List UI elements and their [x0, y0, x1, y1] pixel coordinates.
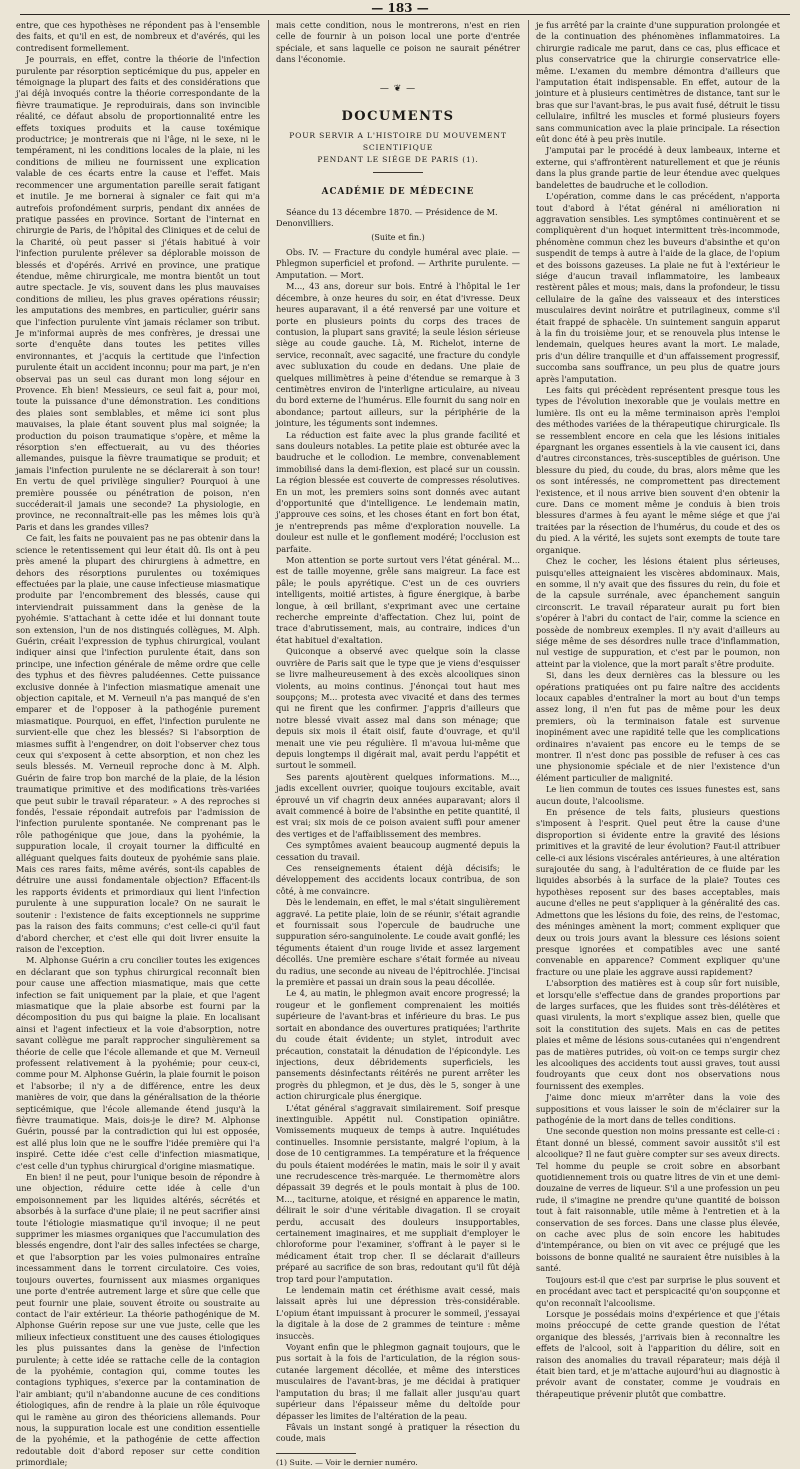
paragraph: Une seconde question non moins pressante est celle-ci : Étant donné un blessé, comment savoir aussitôt s'il est alcoolique? Il ne faut guère compter sur ses aveux directs. Tel homme du peuple se croit sobre en absorbant quotidiennement trois ou quatre litres de vin et une demi-douzaine de verres de liqueur. S'il a une profession un peu rude, il s'imagine ne prendre qu'une quantité de boisson tout à fait raisonnable, utile même à l'entretien et à la conservation de ses forces. Dans une classe plus élevée, on cache avec plus de soin encore les habitudes d'intempérance, ou bien on vit avec ce préjugé que les boissons de bonne qualité ne sauraient être nuisibles à la santé.	[536, 1126, 780, 1274]
paragraph: La réduction est faite avec la plus grande facilité et sans douleurs notables. La petite plaie est obturée avec la baudruche et le collodion. Le membre, convenablement immobilisé dans la demi-flexion, est placé sur un coussin. La région blessée est couverte de compresses résolutives. En un mot, les premiers soins sont donnés avec autant d'opportunité que d'intelligence. Le lendemain matin, j'approuve ces soins, et les choses étant en fort bon état, je n'entreprends pas même d'exploration nouvelle. La douleur est nulle et le gonflement modéré; l'occlusion est parfaite.	[276, 429, 520, 554]
paragraph: M..., 43 ans, doreur sur bois. Entré à l'hôpital le 1er décembre, à onze heures du soir, en état d'ivresse. Deux heures auparavant, il a été renversé par une voiture et porte en plusieurs points du corps des traces de contusion, la plupart sans gravité; la seule lésion sérieuse siège au coude gauche. Là, M. Richelot, interne de service, reconnaît, avec sagacité, une fracture du condyle avec subluxation du coude en dedans. Une plaie de quelques millimètres à peine d'étendue se remarque à 3 centimètres environ de l'interligne articulaire, au niveau du bord externe de l'humérus. Elle fournit du sang noir en abondance; partout ailleurs, sur la périphérie de la jointure, les téguments sont indemnes.	[276, 281, 520, 429]
section-ornament: — ❦ —	[379, 83, 417, 94]
paragraph: Les faits qui précèdent représentent presque tous les types de l'évolution inexorable que je voulais mettre en lumière. Ils ont eu la même terminaison après l'emploi des méthodes variées de la thérapeutique chirurgicale. Ils se ressemblent encore en cela que les lésions initiales épargnant les organes essentiels à la vie causent ici, dans d'autres circonstances, très-susceptibles de guérison. Une blessure du pied, du coude, du bras, alors même que les os sont intéressés, ne compromettent pas directement l'existence, et il nous arrive bien souvent d'en obtenir la cure. Dans ce moment même je conduis à bien trois blessures d'armes à feu ayant le même siége et que j'ai traitées par la résection de l'humérus, du coude et des os du pied. A la vérité, les sujets sont exempts de toute tare organique.	[536, 385, 780, 555]
paragraph: Si, dans les deux dernières cas la blessure ou les opérations pratiquées ont pu faire naître des accidents locaux capables d'entraîner la mort au bout d'un temps assez long, il n'en fut pas de même pour les deux premiers, où la terminaison fatale est survenue inopinément avec une rapidité telle que les complications ordinaires n'avaient pas encore eu le temps de se montrer. Il n'est donc pas possible de refuser à ces cas une physionomie spéciale et de nier l'existence d'un élément particulier de malignité.	[536, 670, 780, 783]
paragraph: Toujours est-il que c'est par surprise le plus souvent et en procédant avec tact et perspicacité qu'on soupçonne et qu'on reconnaît l'alcoolisme.	[536, 1274, 780, 1308]
divider	[373, 172, 423, 173]
paragraph: Quiconque a observé avec quelque soin la classe ouvrière de Paris sait que le type que je viens d'esquisser se livre malheureusement à des excès alcooliques sinon violents, au moins continus. J'énonçai tout haut mes soupçons; M... protesta avec vivacité et dans des termes qui ne firent que les confirmer. J'appris d'ailleurs que notre blessé vivait assez mal dans son ménage; que depuis six mois il était oisif, faute d'ouvrage, et qu'il menait une vie peu régulière. Il m'avoua lui-même que depuis longtemps il digérait mal, avait perdu l'appétit et surtout le sommeil.	[276, 646, 520, 771]
header-rule	[20, 14, 790, 15]
paragraph: En bien! il ne peut, pour l'unique besoin de répondre à une objection, réduire cette idée à celle d'un empoisonnement par les liquides altérés, sécrétés et absorbés à la surface d'une plaie; il ne peut sacrifier ainsi toute l'étiologie miasmatique qu'il invoque; il ne peut supprimer les miasmes organiques que l'accumulation des blessés engendre, dont l'air des salles infectées se charge, et que l'absorption par les voies pulmonaires entraîne incessamment dans le torrent circulatoire. Ces voies, toujours ouvertes, fournissent aux miasmes organiques une porte d'entrée autrement large et sûre que celle que peut fournir une plaie, souvent étroite ou soustraite au contact de l'air extérieur. La théorie pathogénique de M. Alphonse Guérin repose sur une vue juste, celle que les milieux infectieux constituent une des causes étiologiques les plus puissantes dans la genèse de l'infection purulente; à cette idée se rattache celle de la contagion de la pyohémie, contagion qui, comme toutes les contagions typhiques, s'exerce par la contamination de l'air ambiant; qu'il n'abandonne aucune de ces conditions étiologiques, afin de rendre à la plaie un rôle équivoque qui le ramène au giron des théoriciens allemands. Pour nous, la suppuration locale est une condition essentielle de la pyohémie, et la pathogénie de cette affection redoutable doit d'abord reposer sur cette condition primordiale;	[16, 1172, 260, 1468]
paragraph: Voyant enfin que le phlegmon gagnait toujours, que le pus sortait à la fois de l'articulation, de la région sous-cutanée largement décollée, et même des interstices musculaires de l'avant-bras, je me décidai à pratiquer l'amputation du bras; il me fallait aller jusqu'au quart supérieur dans l'épaisseur même du deltoïde pour dépasser les limites de l'altération de la peau.	[276, 1342, 520, 1421]
paragraph: Ses parents ajoutèrent quelques informations. M..., jadis excellent ouvrier, quoique toujours excitable, avait éprouvé un vif chagrin deux années auparavant; alors il avait commencé à boire de l'absinthe en petite quantité, il est vrai; six mois de ce poison avaient suffi pour amener des vertiges et de l'affaiblissement des membres.	[276, 771, 520, 839]
section-title: DOCUMENTS	[341, 109, 455, 125]
paragraph: Lorsque je possédais moins d'expérience et que j'étais moins préoccupé de cette grande question de l'état organique des blessés, j'arrivais bien à reconnaître les effets de l'alcool, soit à l'apparition du délire, soit en raison des anomalies du travail réparateur; mais déjà il était bien tard, et je m'attache aujourd'hui au diagnostic à prévoir avant de constater, comme je voudrais en thérapeutique prévenir plutôt que combattre.	[536, 1308, 780, 1399]
column-left	[16, 20, 260, 1468]
section-subtitle: PENDANT LE SIÉGE DE PARIS (1).	[317, 155, 479, 165]
academy-heading: ACADÉMIE DE MÉDECINE	[321, 187, 475, 198]
paragraph: Le lien commun de toutes ces issues funestes est, sans aucun doute, l'alcoolisme.	[536, 784, 780, 806]
footnote: (1) Suite. — Voir le dernier numéro.	[276, 1457, 418, 1467]
paragraph: Fâvais un instant songé à pratiquer la résection du coude, mais	[276, 1421, 520, 1444]
paragraph: Mon attention se porte surtout vers l'état général. M... est de taille moyenne, grêle sans maigreur. La face est pâle; le pouls apyrétique. C'est un de ces ouvriers intelligents, moitié artistes, à figure énergique, à barbe longue, à œil brillant, s'exprimant avec une certaine recherche empreinte d'affectation. Chez lui, point de trace d'abrutissement, mais, au contraire, indices d'un état habituel d'exaltation.	[276, 555, 520, 645]
paragraph: L'état général s'aggravait similairement. Soif presque inextinguible. Appétit nul. Constipation opiniâtre. Vomissements muqueux de temps à autre. Inquiétudes continuelles. Insomnie persistante, malgré l'opium, à la dose de 10 centigrammes. La température et la fréquence du pouls étaient modérées le matin, mais le soir il y avait une recrudescence très-marquée. Le thermomètre alors dépassait 39 degrés et le pouls montait à plus de 100. M..., taciturne, atoique, et résigné en apparence le matin, délirait le soir d'une véritable divagation. Il se croyait perdu, accusait des douleurs insupportables, certainement imaginaires, et me suppliait d'employer le chloroforme pour l'examiner, s'offrant à le payer si le médicament était trop cher. Il se déclarait d'ailleurs préparé au sacrifice de son bras, redoutant qu'il fût déjà trop tard pour l'amputation.	[276, 1102, 520, 1284]
paragraph: En présence de tels faits, plusieurs questions s'imposent à l'esprit. Quel peut être la cause d'une disproportion si évidente entre la gravité des lésions primitives et la gravité de leur évolution? Faut-il attribuer celle-ci aux lésions viscérales antérieures, à une altération surajoutée du sang, à l'adultération de ce fluide par les liquides absorbés à la surface de la plaie? Toutes ces hypothèses reposent sur des bases acceptables, mais aucune d'elles ne peut s'appliquer à la généralité des cas. Admettons que les lésions du foie, des reins, de l'estomac, des méninges amènent la mort; comment expliquer que deux ou trois jours avant la blessure ces lésions soient presque ignorées et compatibles avec une santé convenable en apparence? Comment expliquer qu'une fracture ou une plaie les aggrave aussi rapidement?	[536, 807, 780, 977]
continued-note: (Suite et fin.)	[371, 232, 425, 242]
paragraph: J'aime donc mieux m'arrêter dans la voie des suppositions et vous laisser le soin de m'éclairer sur la pathogénie de la mort dans de telles conditions.	[536, 1092, 780, 1125]
column-right	[536, 20, 780, 1399]
observation-heading: Obs. IV. — Fracture du condyle huméral avec plaie. — Phlegmon superficiel et profond. — Arthrite purulente. — Amputation. — Mort.	[276, 247, 520, 280]
paragraph: Je pourrais, en effet, contre la théorie de l'infection purulente par résorption septicémique du pus, appeler en témoignage la plupart des faits et des considérations que j'ai déjà invoqués contre la théorie correspondante de la fièvre traumatique. Je reproduirais, dans son invincible réalité, ce défaut absolu de proportionnalité entre les effets toxiques produits et la cause toxémique productrice; je montrerais que ni l'âge, ni le sexe, ni le tempérament, ni les conditions locales de la plaie, ni les conditions de milieu ne fournissent une explication valable de ces écarts entre la cause et l'effet. Mais recommencer une argumentation pareille serait fatigant et inutile. Je me bornerai à signaler ce fait qui m'a autrefois profondément surpris, pendant dix années de pratique passées en province. Sortant de l'internat en chirurgie de Paris, de l'hôpital des Cliniques et de celui de la Charité, où peut passer si j'étais habitué à voir l'infection purulente prélever sa déplorable moisson de blessés et d'opérés. Arrivé en province, une pratique étendue, même chirurgicale, me montra bientôt un tout autre spectacle. Je vis, souvent dans les plus mauvaises conditions de milieu, les plus graves opérations réussir; les amputations des membres, en particulier, guérir sans que l'infection purulente vînt jamais réclamer son tribut. Je m'informai auprès de mes confrères, je dressai une sorte d'enquête dans toutes les petites villes environnantes, et j'acquis la certitude que l'infection purulente était un accident inconnu; pour ma part, je n'en observai pas un seul cas durant mon long séjour en Provence. Eh bien! Messieurs, ce seul fait a, pour moi, toute la puissance d'une démonstration. Les conditions des plaies sont semblables, et même ici sont plus mauvaises, la plaie étant souvent plus mal soignée; la production du poison traumatique s'opère, et même la résorption s'en effectuerait, au vu des théories allemandes, puisque la fièvre traumatique se produit; et jamais l'infection purulente ne se déclarerait à son tour! En vertu de quel privilège singulier? Pourquoi à une première poussée ou pénétration de poison, n'en succéderait-il jamais une seconde? La physiologie, en province, ne reconnaîtrait-elle pas les mêmes lois qu'à Paris et dans les grandes villes?	[16, 54, 260, 532]
paragraph: Dès le lendemain, en effet, le mal s'était singulièrement aggravé. La petite plaie, loin de se réunir, s'était agrandie et fournissait sous l'opercule de baudruche une suppuration séro-sanguinolente. Le coude avait gonflé; les téguments étaient d'un rouge livide et assez largement décollés. Une première eschare s'était formée au niveau du radius, une seconde au niveau de l'épitrochlée. J'incisai la première et passai un drain sous la peau décollée.	[276, 897, 520, 988]
page-number: — 183 —	[371, 1, 429, 15]
paragraph: je fus arrêté par la crainte d'une suppuration prolongée et de la continuation des phénomènes inflammatoires. La chirurgie radicale me parut, dans ce cas, plus efficace et plus conservatrice que la chirurgie conservatrice elle-même. L'examen du membre démontra d'ailleurs que l'amputation était indispensable. En effet, autour de la jointure et à plusieurs centimètres de distance, tant sur le bras que sur l'avant-bras, le pus avait fusé, détruit le tissu cellulaire, infiltré les muscles et formé plusieurs foyers sans communication avec la plaie principale. La résection eût donc été à peu près inutile.	[536, 20, 780, 145]
paragraph: L'opération, comme dans le cas précédent, n'apporta tout d'abord à l'état général ni amélioration ni aggravation sensibles. Les symptômes continuèrent et se compliquèrent d'un hoquet intermittent très-incommode, phénomène commun chez les buveurs d'absinthe et qu'on suspendit de temps à autre à l'aide de la glace, de l'opium et des boissons gazeuses. La plaie ne fut à l'extérieur le siége d'aucun travail inflammatoire, les lambeaux restèrent pâles et mous; mais, dans la profondeur, le tissu cellulaire de la gaîne des vaisseaux et des interstices musculaires devint noirâtre et putrilagineux, comme s'il était frappé de sphacèle. Un suintement sanguin apparut à la fin du troisième jour, et se renouvela plus intense le lendemain, quelques heures avant la mort. Le malade, pris d'un délire tranquille et d'un affaissement progressif, succomba sans souffrance, un peu plus de quatre jours après l'amputation.	[536, 191, 780, 384]
paragraph: M. Alphonse Guérin a cru concilier toutes les exigences en déclarant que son typhus chirurgical reconnaît bien pour cause une affection miasmatique, mais que cette infection se fait uniquement par la plaie, et que l'agent miasmatique que la plaie absorbe est fourni par la décomposition du pus qui baigne la plaie. En localisant ainsi et l'agent infectieux et la voie d'absorption, notre savant collègue me paraît rapprocher singulièrement sa théorie de celle que l'école allemande et que M. Verneuil professent relativement à la pyohémie; pour ceux-ci, comme pour M. Alphonse Guérin, la plaie fournit le poison et l'absorbe; il n'y a de différence, entre les deux manières de voir, que dans la généralisation de la théorie septicémique, que l'école allemande étend jusqu'à la fièvre traumatique. Mais, dois-je le dire? M. Alphonse Guérin, poussé par la contradiction qui lui est opposée, est allé plus loin que ne le souffre l'idée première qui l'a inspiré. Cette idée c'est celle d'infection miasmatique, c'est celle d'un typhus chirurgical d'origine miasmatique.	[16, 955, 260, 1171]
paragraph: Le 4, au matin, le phlegmon avait encore progressé; la rougeur et le gonflement comprenaient les moitiés supérieure de l'avant-bras et inférieure du bras. Le pus sortait en abondance des ouvertures pratiquées; l'arthrite du coude était évidente; un stylet, introduit avec précaution, constatait la dénudation de l'épicondyle. Les injections, deux débridements superficiels, les pansements désinfectants réitérés ne purent arrêter les progrès du phlegmon, et je dus, dès le 5, songer à une action chirurgicale plus énergique.	[276, 988, 520, 1102]
section-subtitle: POUR SERVIR A L'HISTOIRE DU MOUVEMENT SCIENTIFIQUE	[289, 131, 507, 153]
paragraph: Le lendemain matin cet éréthisme avait cessé, mais laissait après lui une dépression très-considérable. L'opium étant impuissant à procurer le sommeil, j'essayai la digitale à la dose de 2 grammes de teinture : même insuccès.	[276, 1285, 520, 1341]
paragraph: J'amputai par le procédé à deux lambeaux, interne et externe, qui s'affrontèrent naturellement et que je réunis dans la plus grande partie de leur étendue avec quelques bandelettes de baudruche et le collodion.	[536, 145, 780, 190]
paragraph: Ces symptômes avaient beaucoup augmenté depuis la cessation du travail.	[276, 840, 520, 862]
paragraph: entre, que ces hypothèses ne répondent pas à l'ensemble des faits, et qu'il en est, de nombreux et d'avérés, qui les contredisent formellement.	[16, 20, 260, 53]
paragraph: L'absorption des matières est à coup sûr fort nuisible, et lorsqu'elle s'effectue dans de grandes proportions par de larges surfaces, que les fluides sont très-délétères et quasi virulents, la mort s'explique assez bien, quelle que soit la constitution des sujets. Mais en cas de petites plaies et même de lésions sous-cutanées qui n'engendrent pas de matières putrides, où voit-on ce temps surgir chez les alcooliques des accidents tout aussi graves, tout aussi foudroyants que ceux dont nos observations nous fournissent des exemples.	[536, 978, 780, 1091]
column-separator	[528, 20, 529, 1160]
paragraph: Ce fait, les faits ne pouvaient pas ne pas obtenir dans la science le retentissement qui leur était dû. Ils ont à peu près amené la plupart des chirurgiens à admettre, en dehors des résorptions purulentes ou toxémiques effectuées par la plaie, une cause infectieuse miasmatique produite par l'encombrement des blessés, cause qui interviendrait puissamment dans la genèse de la pyohémie. S'attachant à cette idée et lui donnant toute son extension, l'un de nos distingués collègues, M. Alph. Guérin, créait l'expression de typhus chirurgical, voulant indiquer ainsi que l'infection purulente était, dans son principe, une infection générale de même ordre que celle des typhus et des fièvres paludéennes. Cette puissance exclusive donnée à l'infection miasmatique amenait une objection capitale, et M. Verneuil n'a pas manqué de s'en emparer et de l'opposer à la pathogénie purement miasmatique. Pourquoi, en effet, l'infection purulente ne survient-elle que chez les blessés? Si l'absorption de miasmes suffit à l'engendrer, on doit l'observer chez tous ceux qui s'exposent à cette absorption, et non chez les seuls blessés. M. Verneuil reproche donc à M. Alph. Guérin de faire trop bon marché de la plaie, de la lésion traumatique primitive et des modifications très-variées que peut subir le travail réparateur. » A des reproches si fondés, l'essaie répondait autrefois par l'admission de l'infection purulente spontanée. Ne comprenant pas le rôle pathogénique que joue, dans la pyohémie, la suppuration locale, il croyait tourner la difficulté en alléguant quelques faits douteux de pyohémie sans plaie. Mais ces rares faits, même avérés, sont-ils capables de détruire une aussi fondamentale objection? Effacent-ils les rapports évidents et primordiaux qui lient l'infection purulente à une suppuration locale? On ne saurait le soutenir : l'existence de faits exceptionnels ne supprime pas la raison des faits communs; c'est celle-ci qu'il faut d'abord chercher, et c'est elle qui doit livrer ensuite la raison de l'exception.	[16, 533, 260, 954]
footnote-rule	[276, 1453, 356, 1454]
paragraph: Ces renseignements étaient déjà décisifs; le développement des accidents locaux contribua, de son côté, à me convaincre.	[276, 863, 520, 896]
paragraph: Chez le cocher, les lésions étaient plus sérieuses, puisqu'elles atteignaient les viscères abdominaux. Mais, en somme, il n'y avait que des fissures du rein, du foie et de la capsule surrénale, avec épanchement sanguin circonscrit. Le travail réparateur aurait pu fort bien s'opérer à l'abri du contact de l'air, comme la science en possède de nombreux exemples. Il n'y avait d'ailleurs au siége même de ses désordres nulle trace d'inflammation, nul vestige de suppuration, et c'est par le poumon, non atteint par la violence, que la mort paraît s'être produite.	[536, 556, 780, 669]
paragraph: mais cette condition, nous le montrerons, n'est en rien celle de fournir à un poison local une porte d'entrée spéciale, et sans laquelle ce poison ne saurait pénétrer dans l'économie.	[276, 20, 520, 65]
session-line: Séance du 13 décembre 1870. — Présidence de M. Denonvilliers.	[276, 206, 498, 229]
column-separator	[268, 20, 269, 1160]
column-middle	[276, 20, 520, 1467]
